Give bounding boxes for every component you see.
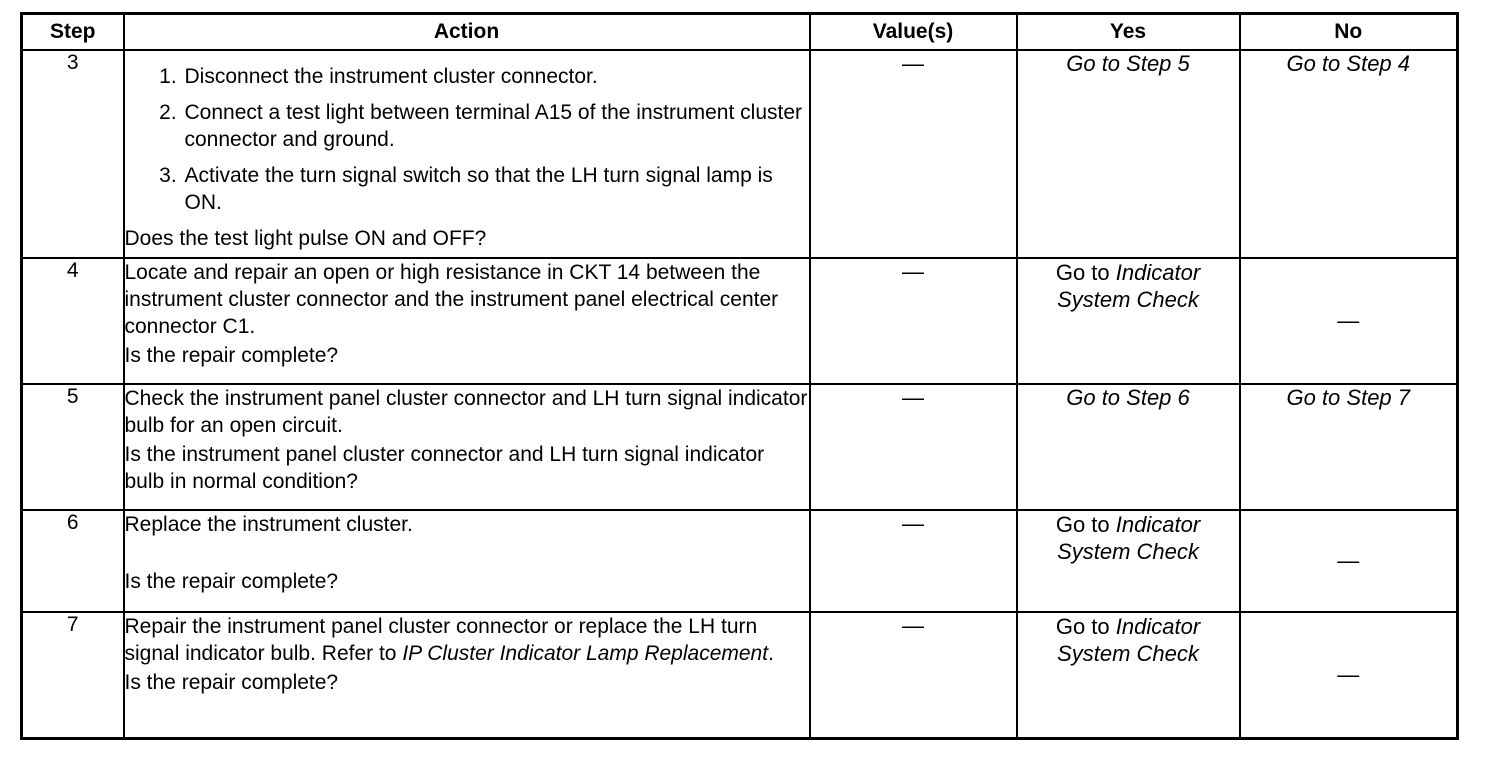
yes-prefix: Go to: [1055, 512, 1110, 537]
header-values: Value(s): [810, 14, 1017, 51]
header-action: Action: [124, 14, 810, 51]
no-cell: Go to Step 7: [1240, 384, 1458, 510]
step-number: 4: [22, 258, 124, 384]
header-yes: Yes: [1017, 14, 1240, 51]
yes-link-system-check: System Check: [1057, 287, 1199, 312]
value-cell: —: [810, 510, 1017, 612]
no-cell: —: [1240, 612, 1458, 738]
header-no: No: [1240, 14, 1458, 51]
header-step: Step: [22, 14, 124, 51]
action-text: Replace the instrument cluster.: [124, 513, 413, 536]
yes-prefix: Go to: [1055, 614, 1110, 639]
reference-link: IP Cluster Indicator Lamp Replacement: [402, 642, 769, 665]
action-text-end: .: [768, 642, 774, 665]
action-question: Is the repair complete?: [124, 570, 339, 593]
step-number: 6: [22, 510, 124, 612]
value-cell: —: [810, 258, 1017, 384]
step-number: 5: [22, 384, 124, 510]
value-cell: —: [810, 50, 1017, 258]
value-cell: —: [810, 612, 1017, 738]
yes-line-1: [1018, 613, 1239, 640]
action-question: Is the instrument panel cluster connector and LH turn signal indicator bulb in normal condition?: [124, 443, 765, 493]
no-cell: Go to Step 4: [1240, 50, 1458, 258]
yes-link-indicator: Indicator: [1115, 614, 1201, 639]
table-row: [22, 612, 1458, 738]
action-cell: [124, 384, 810, 510]
list-item: 2. Connect a test light between terminal A15 of the instrument cluster connector and ground.: [183, 99, 809, 153]
action-cell: [124, 612, 810, 738]
yes-cell: [1017, 258, 1240, 384]
action-question: Is the repair complete?: [124, 671, 339, 694]
yes-link-system-check: System Check: [1057, 539, 1199, 564]
action-text: [125, 613, 809, 667]
yes-link-system-check: System Check: [1057, 641, 1199, 666]
diagnostic-table: [20, 12, 1459, 740]
yes-line-1: [1018, 511, 1239, 538]
no-cell: —: [1240, 510, 1458, 612]
action-text: Locate and repair an open or high resistance in CKT 14 between the instrument cluster connector and the instrument panel electrical center connector C1.: [124, 261, 779, 338]
table-row: [22, 258, 1458, 384]
yes-cell: [1017, 612, 1240, 738]
table-row: [22, 50, 1458, 258]
action-question: Is the repair complete?: [124, 344, 339, 367]
yes-link-indicator: Indicator: [1115, 512, 1201, 537]
yes-cell: Go to Step 6: [1017, 384, 1240, 510]
action-cell: [124, 510, 810, 612]
table-row: [22, 510, 1458, 612]
action-text-plain: Repair the instrument panel cluster connector or replace the LH turn signal indicator bulb. Refer to: [124, 615, 758, 665]
yes-line-1: [1018, 259, 1239, 286]
list-item: 1. Disconnect the instrument cluster connector.: [183, 63, 809, 90]
action-question: Does the test light pulse ON and OFF?: [124, 227, 487, 250]
action-cell: [124, 258, 810, 384]
value-cell: —: [810, 384, 1017, 510]
action-text: Check the instrument panel cluster connector and LH turn signal indicator bulb for an open circuit.: [124, 387, 808, 437]
yes-link-indicator: Indicator: [1115, 260, 1201, 285]
step-number: 3: [22, 50, 124, 258]
action-cell: [124, 50, 810, 258]
no-cell: —: [1240, 258, 1458, 384]
yes-prefix: Go to: [1055, 260, 1110, 285]
action-list: [125, 63, 809, 216]
table-row: [22, 384, 1458, 510]
step-number: 7: [22, 612, 124, 738]
list-item: 3. Activate the turn signal switch so that the LH turn signal lamp is ON.: [183, 162, 809, 216]
yes-cell: Go to Step 5: [1017, 50, 1240, 258]
yes-cell: [1017, 510, 1240, 612]
header-row: [22, 14, 1458, 51]
